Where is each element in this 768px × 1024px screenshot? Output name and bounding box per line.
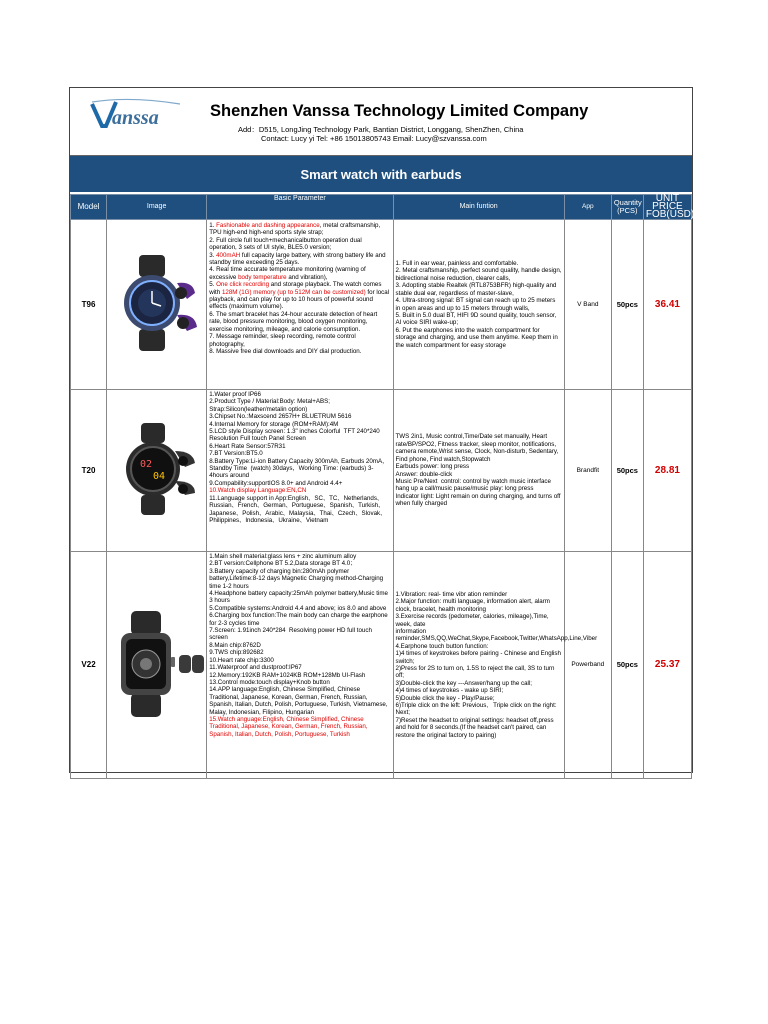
param-text: , metal craftsmanship, TPU high-end high-end sports style strap; [209,222,382,237]
param-text: 1.Main shell material:glass lens + zinc aluminum alloy 2.BT version:Cellphone BT 5.2,Data storage BT 4.0； 3.Battery capacity of charging bin:280mAh polymer battery,Lifetime:8-12 days Magnetic Charging method-Charging time 1-2 hours 4.Headphone battery capacity:25mAh polymer battery,Music time 3 hours 5.Compatible systems:Android 4.4 and above; ios 8.0 and above 6.Charging box function:The main body can charge the earphone for 2-3 cycles time 7.Screen: 1.91inch 240*284 Resolving power HD full touch screen 8.Main chip:8762D 9.TWS chip:892682 10.Heart rate chip:3300 11.Waterproof and dustproof:IP67 12.Memory:192KB RAM+1024KB ROM+128Mb UI-Flash 13.Control mode:touch display+Knob button 14.APP language:English, Chinese Simplified, Chinese Traditional, Japanese, Korean, German, French, Russian, Spanish, Italian, Dutch, Polish, Portuguese, Turkish, Vietnamese, Malay, Indonesian, Filipino, Hungarian [209,553,388,716]
params-paragraph [209,553,390,738]
params-text [209,391,390,551]
func-cell [393,220,564,390]
params-text [209,553,390,778]
product-image-cell [107,390,207,552]
svg-text:02: 02 [139,459,152,471]
highlight-text: 15.Watch anguage:English, Chinese Simplified, Chinese Traditional, Japanese, Korean, German, French, Russian, Spanish, Italian, Dutch, Polish, Portuguese, Turkish [209,715,370,738]
header-model: Model [71,195,107,220]
svg-text:anssa: anssa [112,107,159,129]
header-app: App [564,195,611,220]
catalog-sheet [69,87,693,773]
params-cell [207,390,393,552]
model-cell: T96 [71,220,107,390]
company-name: Shenzhen Vanssa Technology Limited Company [210,102,589,120]
params-paragraph [209,391,390,524]
qty-cell: 50pcs [611,220,643,390]
param-text: full capacity large battery, with strong battery life and standby time exceeding 25 days. [209,251,388,267]
highlight-text: body temperature [238,273,287,281]
watch-image [109,253,205,353]
header-image: Image [107,195,207,220]
param-text: 8. Massive free dial downloads and DIY dial production. [209,347,362,355]
header-func: Main funtion [393,195,564,220]
app-cell: V Band [564,220,611,390]
param-text: 1. [209,222,217,229]
highlight-text: 128M (1G) memory (up to 512M can be customized) [221,288,366,296]
params-text [209,222,390,389]
table-row [71,220,692,390]
params-cell [207,220,393,390]
params-cell [207,552,393,779]
func-text: 1. Full in ear wear, painless and comfortable. 2. Metal craftsmanship, perfect sound quality, handle design, bidirectional noise reduction, clearer calls, 3. Adopting stable Realtek (RTL8753BFR) high-quality and stable dual ear, regardless of master-slave, 4. Ultra-strong signal: BT signal can reach up to 25 meters in open areas and up to 15 meters through walls, 5. Built in 5.0 dual BT, HIFI 9D sound quality, touch sensor, AI voice SIRI wake-up; 6. Put the earphones into the watch compartment for storage and charging, and use them anytime. Keep them in the watch compartment for easy storage [395,260,562,349]
table-header-row [71,195,692,220]
highlight-text: Fashionable and dashing appearance [216,222,320,229]
header-qty: Quantity (PCS) [611,195,643,220]
param-text: 5. [209,281,215,289]
svg-text:04: 04 [152,471,165,483]
product-image-cell [107,220,207,390]
params-paragraph [209,222,390,355]
product-table [70,193,695,779]
product-image-cell [107,552,207,779]
param-text: and storage playback. The watch comes with [209,281,384,296]
param-text: 3. [209,251,215,259]
param-text: 1.Water proof IP66 2.Product Type / Material:Body: Metal+ABS; Strap:Silicon(leather/metalin option) 3.Chipset No.:Maxscend 2657H+ BLUETRUM 5616 4.Internal Memory for storage (ROM+RAM):4M 5.LCD style Display screen: 1.3" inches Colorful TFT 240*240 Resolution Full touch Panel Screen 6.Heart Rate Sensor:57R31 7.BT Version:BT5.0 8.Battery Type:Li-ion Battery Capacity 300mAh, Earbuds 20mA， Standby Time (watch) 30days，Working Time: (earbuds) 3-4hours around 9.Compability:supportIOS 8.0+ and Android 4.4+ [209,391,389,487]
param-text: 6. The smart bracelet has 24-hour accurate detection of heart rate, blood pressure monitoring, blood oxygen monitoring, exercise monitoring, mileage, and calorie consumption. [209,310,378,333]
highlight-text: 400mAH [216,251,241,259]
app-cell: Powerband [564,552,611,779]
company-contact: Contact: Lucy yi Tel: +86 15013805743 Email: Lucy@szvanssa.com [261,134,487,143]
header-price: UNIT PRICE FOB(USD) [643,195,691,220]
param-text: 4. Real time accurate temperature monitoring (warning of excessive [209,266,366,281]
func-text: 1.Vibration: real- time vibr ation reminder 2.Major function: multi language, information alert, alarm clock, bracelet, health monitoring 3.Exercise records (pedometer, calories, mileage),Time, week, date information reminder,SMS,QQ,WeChat,Skype,Facebook,Twitter,WhatsApp,Line,Viber 4.Earphone touch button function: 1)4 times of keystrokes before pairing - Chinese and English switch; 2)Press for 2S to turn on, 1.5S to reject the call, 3S to turn off; 3)Double-click the key ---Answer/hang up the call; 4)4 times of keystrokes - wake up SIRI; 5)Double click the key - Play/Pause; 6)Triple click on the left: Previous, Triple click on the right: Next; 7)Reset the headset to original settings: headset off,press and hold for 8 seconds.(If the headset can't paired, can restore the original factory to pairing) [395,590,598,739]
param-text: 2. Full circle full touch+mechanicalbutton operation dual operation, 3 sets of UI style, BLE5.0 version; [209,236,362,252]
param-text: 11.Language support in App:English、SC、TC、Netherlands、Russian、French、German、Portuguese、Spanish、Turkish、Japanese、Polish、Arabic、Malaysia、Thai、Czech、Slovak、Philippines、Indonesia、Ukraine、Vietnam [209,494,387,524]
qty-cell: 50pcs [611,552,643,779]
price-cell: 25.37 [643,552,691,779]
table-row [71,552,692,779]
qty-cell: 50pcs [611,390,643,552]
highlight-text: 10.Watch display Language:EN,CN [209,487,307,495]
watch-image [109,609,205,719]
price-cell: 36.41 [643,220,691,390]
company-address: Add：D515, LongJing Technology Park, Bantian District, Longgang, ShenZhen, China [238,125,524,134]
watch-image [109,421,205,517]
app-cell: Brandfit [564,390,611,552]
company-header [70,88,692,156]
table-row [71,390,692,552]
param-text: for local playback, and can play for up to 10 hours of powerful sound effects (maximum volume). [209,288,391,311]
param-text: and vibration), [286,273,328,281]
model-cell: V22 [71,552,107,779]
header-params: Basic Parameter [207,195,393,220]
model-cell: T20 [71,390,107,552]
vanssa-logo [90,98,186,130]
param-text: 7. Message reminder, sleep recording, remote control photography, [209,333,356,348]
func-cell [393,390,564,552]
category-banner: Smart watch with earbuds [70,156,692,194]
func-text: TWS 2in1, Music control,Time/Date set manually, Heart rate/BP/SPO2, Fitness tracker, sleep monitor, notifications, camera remote,Wrist sense, Clock, Non-disturb, Sedentary, Find phone, Find watch,Stopwatch Earbuds power: long press Answer: double-click Music Pre/Next control: control by watch music interface hang up a call/music pause/music play: long press Indicator light: Light remain on during charging, and turns off when fully charged [395,433,561,508]
price-cell: 28.81 [643,390,691,552]
highlight-text: One click recording [216,281,270,289]
